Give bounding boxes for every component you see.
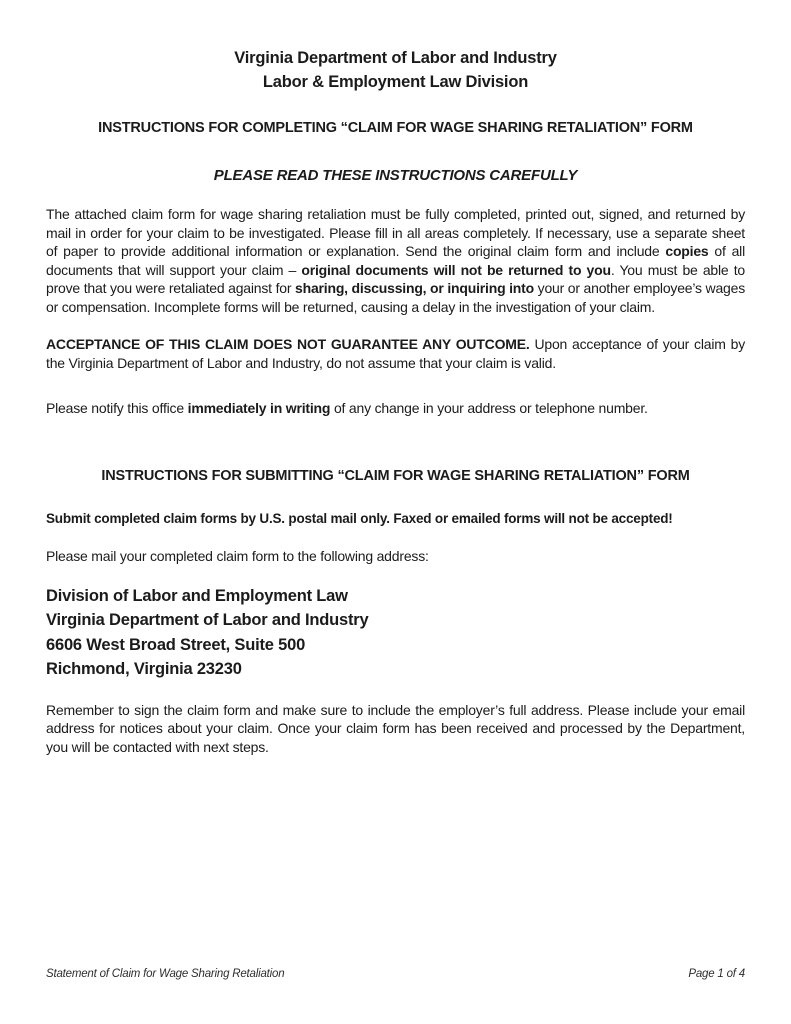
document-header bbox=[46, 46, 745, 94]
paragraph-claim-form-instructions: The attached claim form for wage sharing retaliation must be fully completed, printed out, signed, and returned by mail in order for your claim to be investigated. Please fill in all areas completely. If necessary, use a separate sheet of paper to provide additional information or explanation. Send the original claim form and include copies of all documents that will support your claim – original documents will not be returned to you. You must be able to prove that you were retaliated against for sharing, discussing, or inquiring into your or another employee’s wages or compensation. Incomplete forms will be returned, causing a delay in the investigation of your claim. bbox=[46, 206, 746, 315]
paragraph-closing: Remember to sign the claim form and make sure to include the employer’s full address. Please include your email address for notices about your claim. Once your claim form has been received and processed by the Department, you will be contacted with next steps. bbox=[46, 701, 745, 755]
page-footer bbox=[46, 968, 745, 980]
address-line-department: Virginia Department of Labor and Industry bbox=[46, 611, 369, 629]
mailing-address bbox=[46, 584, 745, 682]
address-line-division: Division of Labor and Employment Law bbox=[46, 586, 348, 605]
doc-title-line1: Virginia Department of Labor and Industry bbox=[234, 49, 557, 67]
section1-heading: INSTRUCTIONS FOR COMPLETING “CLAIM FOR WAGE SHARING RETALIATION” FORM bbox=[98, 120, 693, 136]
address-line-street: 6606 West Broad Street, Suite 500 bbox=[46, 635, 306, 654]
footer-doc-title: Statement of Claim for Wage Sharing Retaliation bbox=[46, 968, 285, 980]
footer-page-number: Page 1 of 4 bbox=[688, 968, 745, 980]
doc-title-line2: Labor & Employment Law Division bbox=[262, 73, 529, 91]
address-line-city: Richmond, Virginia 23230 bbox=[46, 660, 242, 678]
section2-heading: INSTRUCTIONS FOR SUBMITTING “CLAIM FOR WAGE SHARING RETALIATION” FORM bbox=[101, 467, 690, 484]
section1-subheading: PLEASE READ THESE INSTRUCTIONS CAREFULLY bbox=[213, 167, 578, 184]
paragraph-change-notice: Please notify this office immediately in writing of any change in your address or telephone number. bbox=[46, 400, 648, 416]
paragraph-acceptance-disclaimer: ACCEPTANCE OF THIS CLAIM DOES NOT GUARANTEE ANY OUTCOME. Upon acceptance of your claim by the Virginia Department of Labor and Industry, do not assume that your claim is valid. bbox=[46, 336, 745, 371]
submit-note: Submit completed claim forms by U.S. postal mail only. Faxed or emailed forms will not be accepted! bbox=[46, 510, 673, 526]
mail-intro: Please mail your completed claim form to the following address: bbox=[46, 548, 429, 564]
